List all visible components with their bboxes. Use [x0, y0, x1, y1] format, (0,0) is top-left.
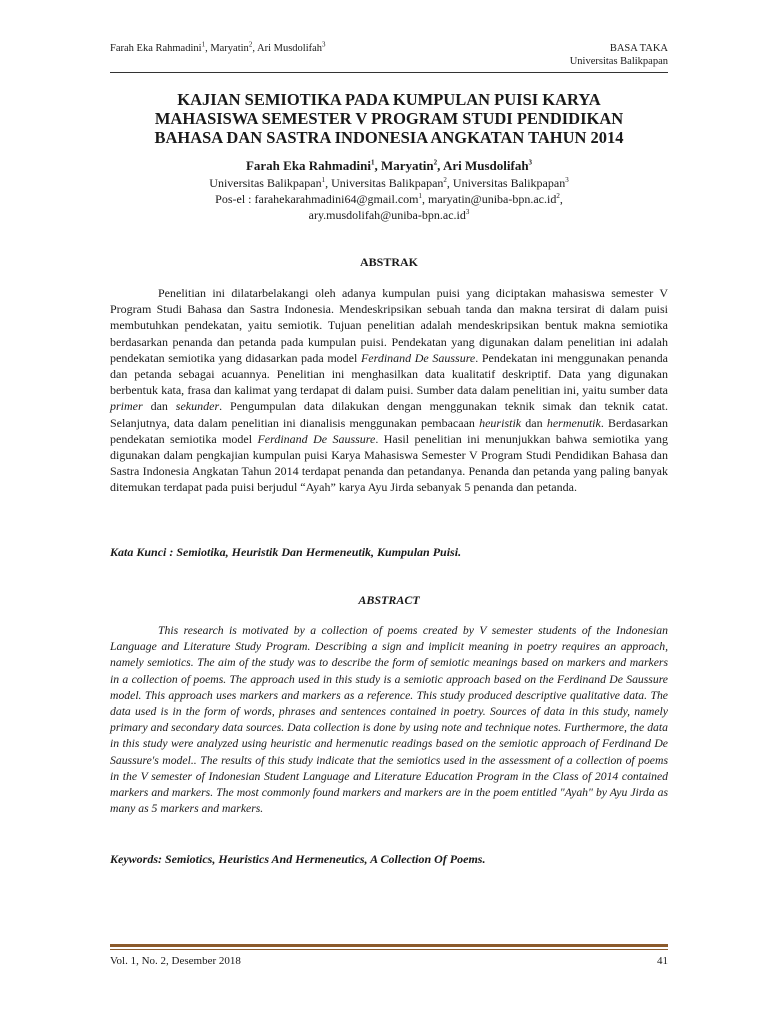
journal-institution: Universitas Balikpapan: [569, 56, 668, 67]
abstrak-text: . Hasil penelitian ini menunjukkan bahwa semiotika yang digunakan dalam pengkajian kumpulan puisi Karya Mahasiswa Semester V Program Studi Pendidikan Bahasa dan Sastra Indonesia Angkatan Tahun 2014 terdapat penanda dan petandanya. Penanda dan petanda yang paling banyak ditemukan terdapat pada puisi berjudul “Ayah” karya Ayu Jirda sebanyak 5 penanda dan petanda.: [110, 431, 668, 495]
running-header-authors: Farah Eka Rahmadini$^1$, Maryatin$^2$, Ari Musdolifah$^3$: [110, 40, 326, 54]
affiliation-sup: 3: [565, 176, 569, 184]
affiliation-sup: 1: [321, 176, 326, 184]
abstrak-text: Penelitian ini dilatarbelakangi oleh adanya kumpulan puisi yang diciptakan mahasiswa semester V Program Studi Bahasa dan Sastra Indonesia. Mendeskripsikan sebuah tanda dan makna tersirat di dalam puisi membutuhkan pendekatan, yaitu semiotik. Tujuan penelitian adalah mendeskripsikan bentuk makna semiotika berdasarkan penanda dan petanda pada kumpulan puisi. Pendekatan yang digunakan dalam penelitian ini adalah pendekatan semiotika yang didasarkan pada model: [110, 286, 668, 365]
author-sup: 3: [528, 158, 533, 167]
kata-kunci: Kata Kunci : Semiotika, Heuristik Dan Hermeneutik, Kumpulan Puisi.: [110, 545, 462, 559]
affiliation-sup: 2: [443, 176, 447, 184]
affiliations: [110, 175, 668, 223]
abstrak-text: . Pendekatan ini menggunakan penanda dan petanda sebagai acuannya. Penelitian ini menghasilkan data kualitatif deskriptif. Data yang digunakan berbentuk kata, frasa dan kalimat yang terdapat di dalam puisi. Sumber data dalam penelitian ini, yaitu sumber data: [110, 350, 668, 398]
author-name: Farah Eka Rahmadini: [245, 158, 371, 173]
email-line: [110, 207, 668, 223]
abstrak-italic: Ferdinand De Saussure: [257, 431, 376, 446]
abstrak-italic: sekunder: [175, 399, 220, 414]
abstrak-heading: ABSTRAK: [359, 255, 418, 269]
author-name: Ari Musdolifah: [442, 158, 529, 173]
email-sup: 3: [465, 208, 470, 216]
running-header-journal: [570, 42, 668, 68]
email-sup: 1: [418, 192, 422, 200]
abstract-heading: ABSTRACT: [358, 593, 420, 607]
author-name: Maryatin: [380, 158, 434, 173]
email-prefix: Pos-el :: [215, 192, 255, 206]
abstrak-text: dan: [142, 399, 176, 414]
abstrak-italic: heuristik: [479, 415, 522, 430]
abstract-body: This research is motivated by a collection of poems created by V semester students of the Indonesian Language and Literature Study Program. Describing a sign and implicit meaning in poetry requires an approach, namely semiotics. The aim of the study was to describe the form of semiotic meanings based on markers and markers in a collection of poems. The approach used in this study is a semiotic approach based on the Ferdinand De Saussure model. This approach uses markers and markers as a reference. This study produced descriptive qualitative data. The data used is in the form of words, phrases and sentences contained in poetry. Sources of data in this study, namely primary and secondary data sources. Data collection is done by using note and technique notes. Furthermore, the data in this study were analyzed using heuristic and hermenutic readings based on the semiotic approach of Ferdinand De Saussure's model.. The results of this study indicate that the semiotics used in the assessment of a collection of poems in the V semester of Indonesian Student Language and Literature Education Program in the Class of 2014 contained markers and markers. The most commonly found markers and markers are in the poem entitled "Ayah" by Ayu Jirda as many as 5 markers and markers.: [110, 624, 668, 816]
affiliation: Universitas Balikpapan: [209, 176, 322, 190]
journal-name: BASA TAKA: [609, 43, 668, 54]
page-number: 41: [657, 955, 668, 967]
title-line: MAHASISWA SEMESTER V PROGRAM STUDI PENDIDIKAN: [154, 109, 624, 128]
title-line: BAHASA DAN SASTRA INDONESIA ANGKATAN TAHUN 2014: [154, 128, 624, 147]
footer-rule-thin: [110, 949, 668, 950]
author-sup: 2: [433, 158, 438, 167]
abstrak-text: dan: [521, 415, 547, 430]
title-line: KAJIAN SEMIOTIKA PADA KUMPULAN PUISI KARYA: [177, 90, 601, 109]
email-link[interactable]: ary.musdolifah@uniba-bpn.ac.id: [308, 208, 466, 222]
rh-author-name: Maryatin: [210, 43, 249, 54]
rh-author-name: Farah Eka Rahmadini: [110, 43, 202, 54]
abstrak-text: . Pengumpulan data dilakukan dengan menggunakan teknik simak dan teknik catat. Selanjutnya, data dalam penelitian ini dianalisis menggunakan pembacaan: [110, 399, 668, 430]
email-link[interactable]: farahekarahmadini64@gmail.com: [254, 192, 419, 206]
rh-author-name: Ari Musdolifah: [256, 43, 323, 54]
affiliation-line: Universitas Balikpapan$^1$, Universitas Balikpapan$^2$, Universitas Balikpapan$^3$: [209, 176, 569, 190]
email-link[interactable]: maryatin@uniba-bpn.ac.id: [428, 192, 557, 206]
abstrak-body: [110, 285, 668, 496]
affiliation: Universitas Balikpapan: [331, 176, 444, 190]
keywords: Keywords: Semiotics, Heuristics And Hermeneutics, A Collection Of Poems.: [110, 852, 486, 866]
author-sup: 1: [370, 158, 375, 167]
volume-info: Vol. 1, No. 2, Desember 2018: [110, 955, 241, 967]
rh-author-sup: 3: [322, 40, 326, 49]
author-list: Farah Eka Rahmadini$^1$, Maryatin$^2$, Ari Musdolifah$^3$: [245, 158, 533, 173]
rh-author-sup: 1: [201, 40, 206, 49]
email-line: Pos-el : farahekarahmadini64@gmail.com$^1$, $maryatin@uniba-bpn.ac.id^2$,: [215, 192, 563, 206]
abstrak-italic: hermenutik: [546, 415, 601, 430]
footer-rule: [110, 944, 668, 947]
email-sup: 2: [556, 192, 560, 200]
affiliation: Universitas Balikpapan: [452, 176, 566, 190]
paper-title: [110, 90, 668, 147]
header-rule: [110, 72, 668, 73]
abstrak-italic: Ferdinand De Saussure: [360, 350, 476, 365]
rh-author-sup: 2: [248, 40, 253, 49]
abstrak-italic: primer: [110, 399, 143, 414]
abstrak-text: . Berdasarkan pendekatan semiotika model: [110, 415, 668, 446]
